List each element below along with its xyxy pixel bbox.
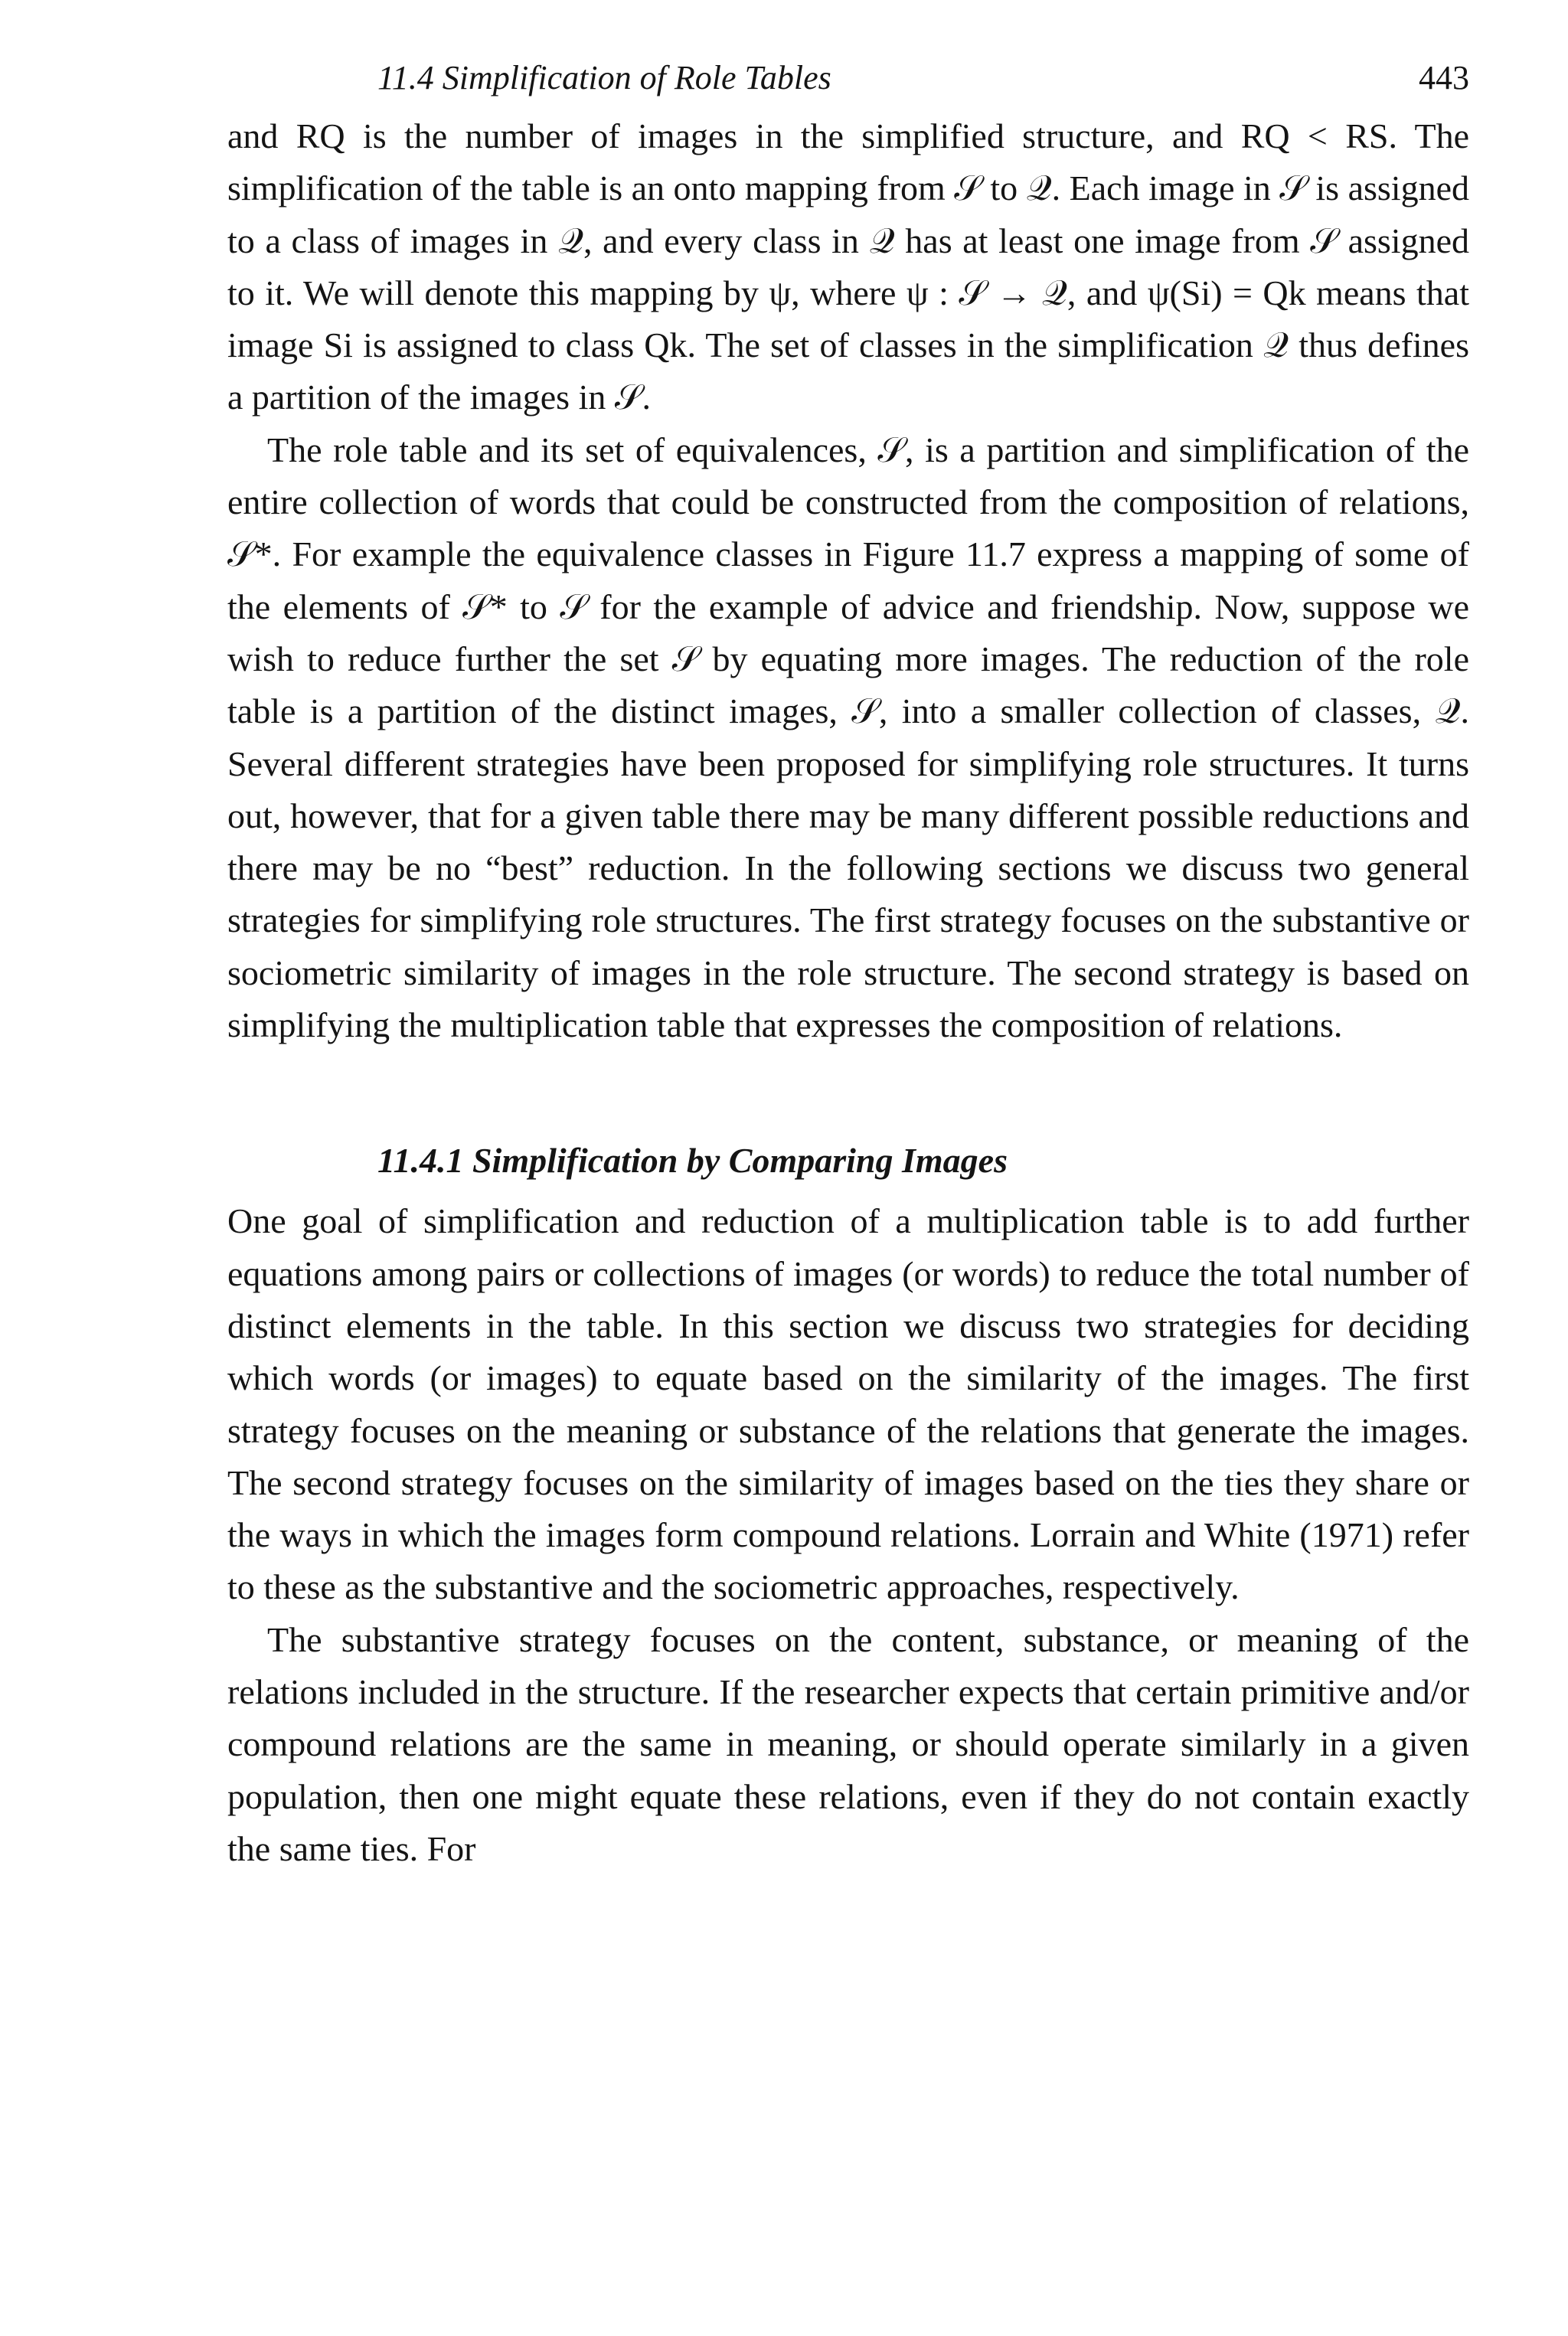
running-head bbox=[227, 46, 1469, 110]
page-number: 443 bbox=[1419, 59, 1469, 96]
section-gap bbox=[227, 1051, 1469, 1126]
book-page bbox=[227, 46, 1469, 1875]
section-heading: 11.4.1 Simplification by Comparing Images bbox=[377, 1141, 1008, 1181]
section-paragraph-2: The substantive strategy focuses on the content, substance, or meaning of the relations included in the structure. If the researcher expects that certain primitive and/or compound relations are the same in meaning, or should operate similarly in a given population, then one might equate these relations, even if they do not contain exactly the same ties. For bbox=[227, 1619, 1469, 1868]
section-paragraph-1: One goal of simplification and reduction of a multiplication table is to add further equations among pairs or collections of images (or words) to reduce the total number of distinct elements in the table. In this section we discuss two strategies for deciding which words (or images) to equate based on the similarity of the images. The first strategy focuses on the meaning or substance of the relations that generate the images. The second strategy focuses on the similarity of images based on the ties they share or the ways in which the images form compound relations. Lorrain and White (1971) refer to these as the substantive and the sociometric approaches, respectively. bbox=[227, 1201, 1469, 1607]
intro-paragraph-2: The role table and its set of equivalences, 𝒮, is a partition and simplification of the entire collection of words that could be constructed from the composition of relations, 𝒮*. For example the equivalence classes in Figure 11.7 express a mapping of some of the elements of 𝒮* to 𝒮 for the example of advice and friendship. Now, suppose we wish to reduce further the set 𝒮 by equating more images. The reduction of the role table is a partition of the distinct images, 𝒮, into a smaller collection of classes, 𝒬. Several different strategies have been proposed for simplifying role structures. It turns out, however, that for a given table there may be many different possible reductions and there may be no “best” reduction. In the following sections we discuss two general strategies for simplifying role structures. The first strategy focuses on the substantive or sociometric similarity of images in the role structure. The second strategy is based on simplifying the multiplication table that expresses the composition of relations. bbox=[227, 430, 1469, 1045]
intro-paragraph-1: and RQ is the number of images in the simplified structure, and RQ < RS. The simplification of the table is an onto mapping from 𝒮 to 𝒬. Each image in 𝒮 is assigned to a class of images in 𝒬, and every class in 𝒬 has at least one image from 𝒮 assigned to it. We will denote this mapping by ψ, where ψ : 𝒮 → 𝒬, and ψ(Si) = Qk means that image Si is assigned to class Qk. The set of classes in the simplification 𝒬 thus defines a partition of the images in 𝒮. bbox=[227, 116, 1469, 417]
running-head-title: 11.4 Simplification of Role Tables bbox=[377, 59, 831, 96]
